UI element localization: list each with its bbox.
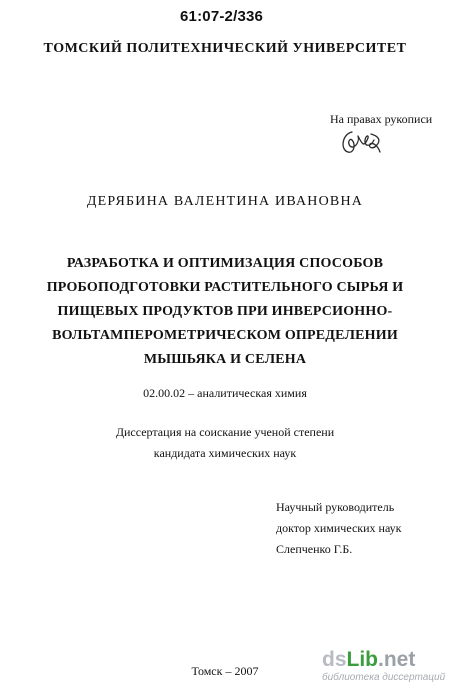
watermark-brand: dsLib.net [322, 648, 416, 671]
thesis-title-line: ПРОБОПОДГОТОВКИ РАСТИТЕЛЬНОГО СЫРЬЯ И [46, 280, 404, 295]
author-name: ДЕРЯБИНА ВАЛЕНТИНА ИВАНОВНА [86, 194, 364, 209]
dslib-watermark [322, 648, 446, 694]
thesis-title [40, 252, 410, 372]
specialty-code: 02.00.02 – аналитическая химия [143, 386, 307, 400]
supervisor-line: доктор химических наук [276, 521, 402, 535]
watermark-caption: библиотека диссертаций [322, 672, 446, 683]
supervisor-line: Научный руководитель [276, 500, 395, 514]
thesis-title-line: МЫШЬЯКА И СЕЛЕНА [143, 352, 307, 367]
city-year: Томск – 2007 [191, 664, 259, 678]
thesis-title-line: РАЗРАБОТКА И ОПТИМИЗАЦИЯ СПОСОБОВ [66, 256, 384, 271]
thesis-title-line: ПИЩЕВЫХ ПРОДУКТОВ ПРИ ИНВЕРСИОННО- [57, 304, 393, 319]
thesis-title-line: ВОЛЬТАМПЕРОМЕТРИЧЕСКОМ ОПРЕДЕЛЕНИИ [52, 328, 398, 343]
degree-line: кандидата химических наук [153, 446, 297, 460]
supervisor-name: Слепченко Г.Б. [276, 542, 353, 556]
degree-line: Диссертация на соискание ученой степени [115, 425, 335, 439]
university-name: ТОМСКИЙ ПОЛИТЕХНИЧЕСКИЙ УНИВЕРСИТЕТ [43, 41, 407, 56]
catalog-number: 61:07-2/336 [180, 8, 264, 25]
supervisor-block [276, 497, 441, 560]
manuscript-note: На правах рукописи [330, 112, 433, 126]
signature-image [338, 126, 386, 160]
degree-statement [0, 422, 450, 464]
